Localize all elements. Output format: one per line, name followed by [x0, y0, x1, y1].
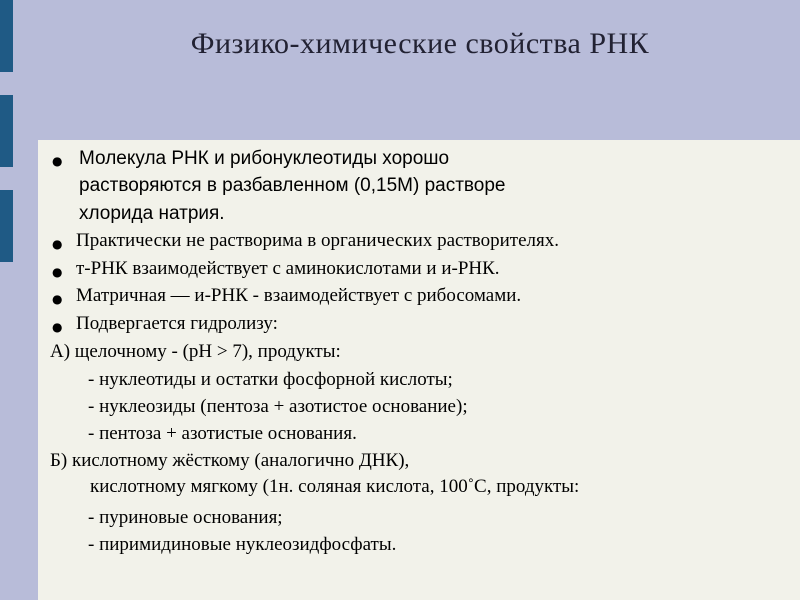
alkaline-item: - нуклеозиды (пентоза + азотистое основание);	[88, 396, 468, 417]
alkaline-item: - пентоза + азотистые основания.	[88, 423, 357, 444]
slide-content-panel	[38, 140, 800, 600]
bullet-icon: ●	[52, 237, 63, 251]
acid-item: - пиримидиновые нуклеозидфосфаты.	[88, 534, 397, 555]
bullet-text: Практически не растворима в органических растворителях.	[76, 230, 559, 251]
bullet-icon: ●	[52, 154, 63, 168]
acid-item: - пуриновые основания;	[88, 507, 283, 528]
accent-stripe	[0, 0, 13, 72]
slide-side-bar	[0, 0, 38, 600]
bullet-text: Подвергается гидролизу:	[76, 313, 278, 334]
acid-subheading: кислотному мягкому (1н. соляная кислота, 100˚С, продукты:	[90, 476, 580, 497]
alkaline-item: - нуклеотиды и остатки фосфорной кислоты;	[88, 369, 453, 390]
bullet-text: т-РНК взаимодействует с аминокислотами и и-РНК.	[76, 258, 500, 279]
accent-stripe	[0, 190, 13, 262]
acid-heading: Б) кислотному жёсткому (аналогично ДНК),	[50, 450, 410, 471]
bullet-text-line: хлорида натрия.	[79, 203, 225, 224]
bullet-text-line: Молекула РНК и рибонуклеотиды хорошо	[79, 148, 450, 169]
slide-title: Физико-химические свойства РНК	[190, 27, 650, 60]
bullet-text: Матричная — и-РНК - взаимодействует с рибосомами.	[76, 285, 522, 306]
bullet-icon: ●	[52, 292, 63, 306]
accent-stripe	[0, 95, 13, 167]
bullet-icon: ●	[52, 320, 63, 334]
alkaline-heading: А) щелочному - (рН > 7), продукты:	[50, 341, 341, 362]
bullet-icon: ●	[52, 265, 63, 279]
bullet-text-line: растворяются в разбавленном (0,15М) растворе	[79, 175, 506, 196]
